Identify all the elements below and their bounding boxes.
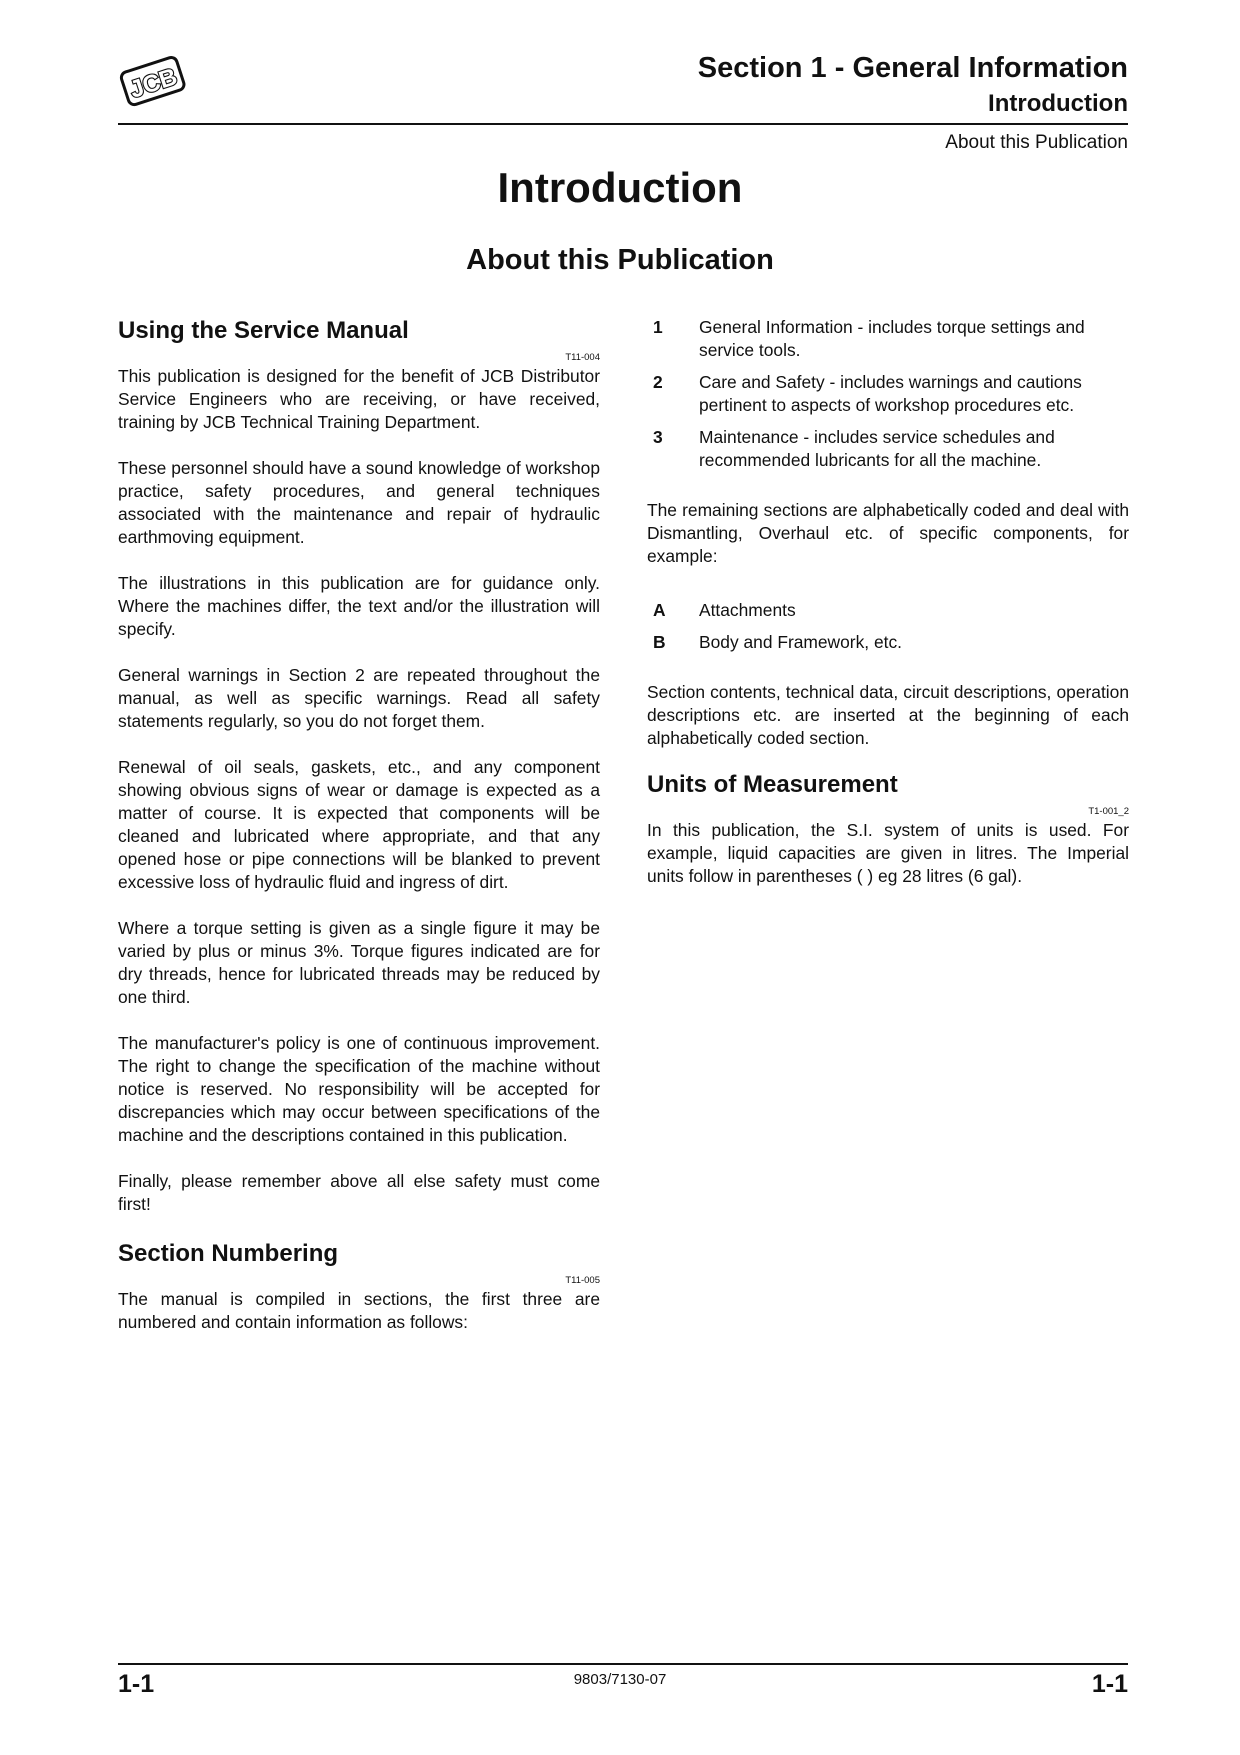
list-item: [647, 426, 1129, 472]
paragraph: Section contents, technical data, circuit descriptions, operation descriptions etc. are inserted at the beginning of each alphabetically coded section.: [647, 682, 1129, 748]
left-column: [118, 316, 600, 1334]
paragraph: In this publication, the S.I. system of units is used. For example, liquid capacities are given in litres. The Imperial units follow in parentheses ( ) eg 28 litres (6 gal).: [647, 820, 1129, 886]
list-text: Body and Framework, etc.: [699, 632, 902, 652]
section-numbering-heading: Section Numbering: [118, 1240, 339, 1267]
list-item: [647, 371, 1129, 417]
page-subtitle: About this Publication: [466, 244, 774, 276]
paragraph: The manufacturer's policy is one of continuous improvement. The right to change the specification of the machine without notice is reserved. No responsibility will be accepted for discrepancies which may occur between specifications of the machine and the descriptions contained in this publication.: [118, 1033, 600, 1145]
list-text: Care and Safety - includes warnings and cautions pertinent to aspects of workshop procedures etc.: [699, 372, 1082, 415]
paragraph: The illustrations in this publication are for guidance only. Where the machines differ, the text and/or the illustration will specify.: [118, 573, 600, 639]
units-reference-code: T1-001_2: [1088, 806, 1129, 817]
page-title: Introduction: [497, 164, 743, 211]
list-item: [647, 599, 1129, 622]
list-number: 3: [653, 427, 663, 447]
list-letter: A: [653, 600, 666, 620]
using-service-manual-heading: Using the Service Manual: [118, 317, 409, 344]
list-item: [647, 631, 1129, 654]
using-reference-code: T11-004: [565, 352, 600, 363]
header-divider: [118, 123, 1128, 125]
list-number: 1: [653, 317, 663, 337]
numbered-sections-list: [647, 316, 1129, 472]
topic-heading: About this Publication: [945, 132, 1128, 153]
footer-divider: [118, 1663, 1128, 1665]
page-number-right: 1-1: [1091, 1670, 1128, 1698]
list-text: Attachments: [699, 600, 796, 620]
list-text: Maintenance - includes service schedules and recommended lubricants for all the machine.: [699, 427, 1055, 470]
paragraph: Where a torque setting is given as a single figure it may be varied by plus or minus 3%. Torque figures indicated are for dry threads, hence for lubricated threads may be reduced by one third.: [118, 918, 600, 1007]
list-text: General Information - includes torque settings and service tools.: [699, 317, 1085, 360]
section-heading: Section 1 - General Information: [697, 52, 1128, 84]
paragraph: Finally, please remember above all else safety must come first!: [118, 1171, 600, 1214]
page-number-left: 1-1: [118, 1670, 155, 1698]
paragraph: These personnel should have a sound knowledge of workshop practice, safety procedures, and general techniques associated with the maintenance and repair of hydraulic earthmoving equipment.: [118, 458, 600, 547]
paragraph: General warnings in Section 2 are repeated throughout the manual, as well as specific warnings. Read all safety statements regularly, so you do not forget them.: [118, 665, 600, 731]
list-letter: B: [653, 632, 666, 652]
publication-number: 9803/7130-07: [573, 1671, 667, 1688]
lettered-sections-list: [647, 599, 1129, 654]
paragraph: This publication is designed for the benefit of JCB Distributor Service Engineers who are receiving, or have received, training by JCB Technical Training Department.: [118, 366, 600, 432]
paragraph: Renewal of oil seals, gaskets, etc., and any component showing obvious signs of wear or damage is expected as a matter of course. It is expected that components will be cleaned and lubricated where appropriate, and that any opened hose or pipe connections will be blanked to prevent excessive loss of hydraulic fluid and ingress of dirt.: [118, 757, 600, 892]
right-column: [647, 316, 1129, 888]
logo-text: JCB: [126, 63, 181, 104]
list-number: 2: [653, 372, 663, 392]
list-item: [647, 316, 1129, 362]
jcb-logo: [118, 50, 188, 114]
chapter-heading: Introduction: [988, 90, 1128, 117]
paragraph: The manual is compiled in sections, the first three are numbered and contain information as follows:: [118, 1289, 600, 1332]
paragraph: The remaining sections are alphabetically coded and deal with Dismantling, Overhaul etc. of specific components, for example:: [647, 500, 1129, 566]
units-of-measurement-heading: Units of Measurement: [647, 771, 898, 798]
numbering-reference-code: T11-005: [565, 1275, 600, 1286]
